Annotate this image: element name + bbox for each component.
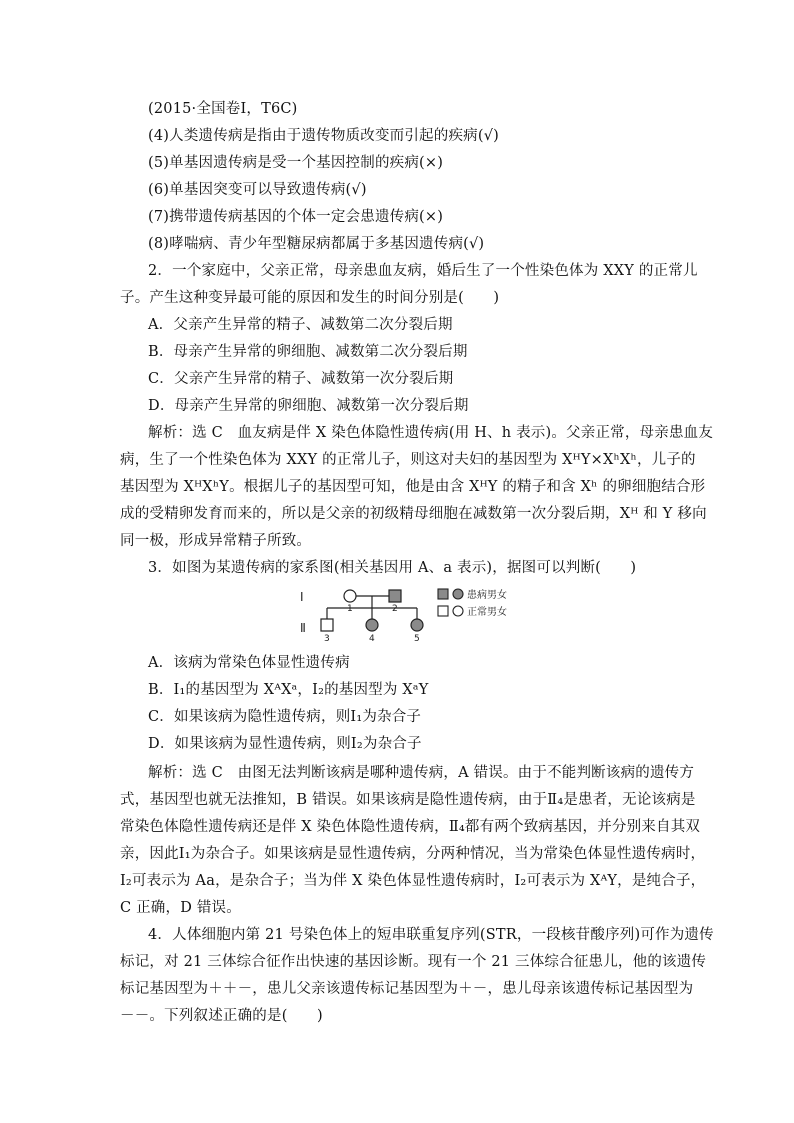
individual-number-3: 3: [324, 634, 330, 642]
question-3-analysis-cont-4: Ⅰ₂可表示为 Aa，是杂合子；当为伴 X 染色体显性遗传病时，Ⅰ₂可表示为 XᴬY，是纯合子，: [120, 873, 706, 889]
legend-normal-male-icon: [438, 606, 448, 616]
question-4-stem: 4．人体细胞内第 21 号染色体上的短串联重复序列(STR，一段核苷酸序列)可作为遗传: [148, 927, 714, 943]
generation-label-2: Ⅱ: [300, 621, 306, 635]
question-3-option-a: A．该病为常染色体显性遗传病: [148, 655, 350, 671]
pedigree-chart: [300, 584, 540, 642]
individual-ii5-affected-female: [411, 619, 423, 631]
question-4-stem-cont-2: 标记基因型为＋＋－，患儿父亲该遗传标记基因型为＋－，患儿母亲该遗传标记基因型为: [120, 981, 694, 997]
question-2-analysis: 解析：选 C 血友病是伴 X 染色体隐性遗传病(用 H、h 表示)。父亲正常，母亲患血友: [148, 425, 714, 441]
question-2-stem-cont: 子。产生这种变异最可能的原因和发生的时间分别是( ): [120, 290, 500, 306]
question-2-option-c: C．父亲产生异常的精子、减数第一次分裂后期: [148, 371, 454, 387]
question-3-option-d: D．如果该病为显性遗传病，则Ⅰ₂为杂合子: [148, 736, 422, 752]
question-3-analysis-cont-3: 亲，因此Ⅰ₁为杂合子。如果该病是显性遗传病，分两种情况，当为常染色体显性遗传病时，: [120, 846, 706, 862]
generation-label-1: Ⅰ: [300, 590, 304, 604]
legend-affected-female-icon: [453, 589, 463, 599]
individual-number-1: 1: [347, 604, 353, 614]
question-3-analysis: 解析：选 C 由图无法判断该病是哪种遗传病，A 错误。由于不能判断该病的遗传方: [148, 765, 695, 781]
question-2-option-b: B．母亲产生异常的卵细胞、减数第二次分裂后期: [148, 344, 468, 360]
question-3-stem: 3．如图为某遗传病的家系图(相关基因用 A、a 表示)，据图可以判断( ): [148, 560, 637, 576]
question-2-analysis-cont-3: 成的受精卵发育而来的，所以是父亲的初级精母细胞在减数第一次分裂后期，Xᴴ 和 Y 移向: [120, 506, 707, 522]
question-4-stem-cont-1: 标记，对 21 三体综合征作出快速的基因诊断。现有一个 21 三体综合征患儿，他的该遗传: [120, 954, 707, 970]
question-source-line: (2015·全国卷Ⅰ，T6C): [148, 101, 298, 117]
individual-ii4-affected-female: [366, 619, 378, 631]
question-2-option-a: A．父亲产生异常的精子、减数第二次分裂后期: [148, 317, 453, 333]
question-2-option-d: D．母亲产生异常的卵细胞、减数第一次分裂后期: [148, 398, 469, 414]
individual-number-2: 2: [392, 604, 398, 614]
individual-number-5: 5: [414, 634, 420, 642]
question-3-analysis-cont-2: 常染色体隐性遗传病还是伴 X 染色体隐性遗传病，Ⅱ₄都有两个致病基因，并分别来自其双: [120, 819, 701, 835]
individual-i2-affected-male: [389, 590, 401, 602]
question-4-stem-cont-3: －－。下列叙述正确的是( ): [120, 1008, 323, 1024]
judgment-item-6: (6)单基因突变可以导致遗传病(√): [148, 182, 367, 198]
question-3-option-b: B．Ⅰ₁的基因型为 XᴬXᵃ，Ⅰ₂的基因型为 XᵃY: [148, 682, 429, 698]
question-3-analysis-cont-5: C 正确，D 错误。: [120, 900, 241, 916]
question-2-analysis-cont-1: 病，生了一个性染色体为 XXY 的正常儿子，则这对夫妇的基因型为 XᴴY×XʰXʰ，儿子的: [120, 452, 696, 468]
legend-normal-label: 正常男女: [467, 607, 507, 618]
question-2-stem: 2．一个家庭中，父亲正常，母亲患血友病，婚后生了一个性染色体为 XXY 的正常儿: [148, 263, 698, 279]
legend-affected-label: 患病男女: [467, 590, 507, 601]
question-3-analysis-cont-1: 式，基因型也就无法推知，B 错误。如果该病是隐性遗传病，由于Ⅱ₄是患者，无论该病是: [120, 792, 696, 808]
question-3-option-c: C．如果该病为隐性遗传病，则Ⅰ₁为杂合子: [148, 709, 422, 725]
question-2-analysis-cont-4: 同一极，形成异常精子所致。: [120, 533, 312, 549]
judgment-item-4: (4)人类遗传病是指由于遗传物质改变而引起的疾病(√): [148, 128, 499, 144]
question-2-analysis-cont-2: 基因型为 XᴴXʰY。根据儿子的基因型可知，他是由含 XᴴY 的精子和含 Xʰ 的卵细胞结合形: [120, 479, 706, 495]
legend-affected-male-icon: [438, 589, 448, 599]
judgment-item-8: (8)哮喘病、青少年型糖尿病都属于多基因遗传病(√): [148, 236, 485, 252]
judgment-item-5: (5)单基因遗传病是受一个基因控制的疾病(×): [148, 155, 444, 171]
individual-number-4: 4: [369, 634, 375, 642]
judgment-item-7: (7)携带遗传病基因的个体一定会患遗传病(×): [148, 209, 444, 225]
legend-normal-female-icon: [453, 606, 463, 616]
individual-ii3-normal-male: [321, 619, 333, 631]
individual-i1-normal-female: [344, 590, 356, 602]
